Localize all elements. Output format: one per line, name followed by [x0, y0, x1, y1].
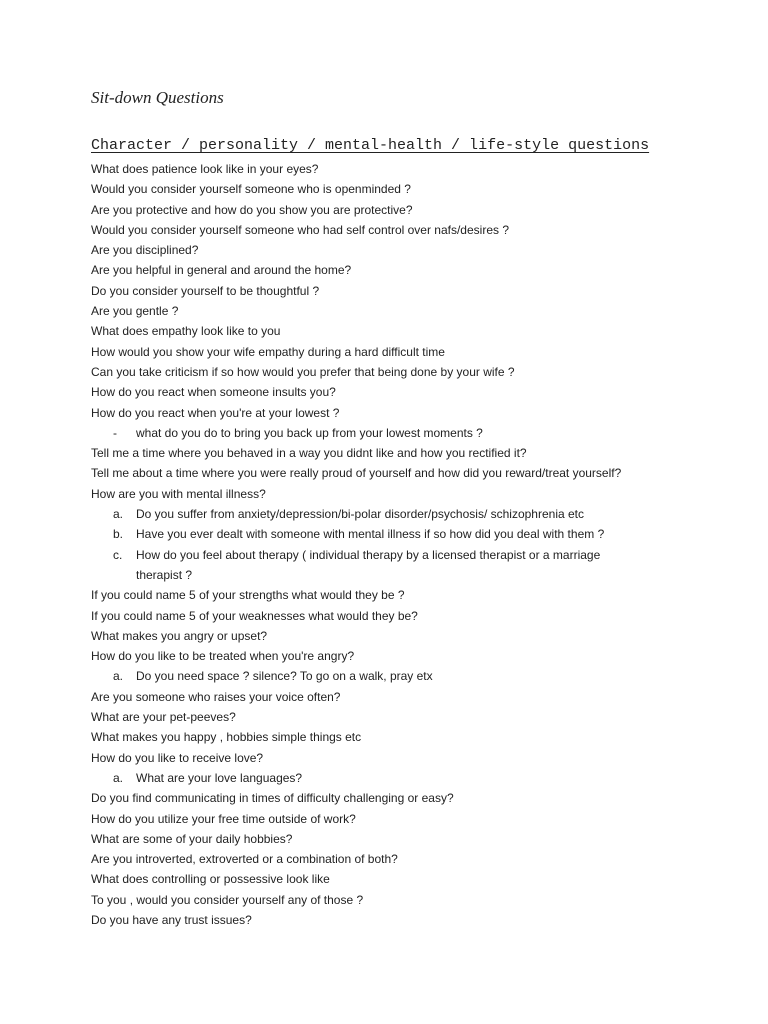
question-text: Are you protective and how do you show you are protective? [91, 202, 413, 217]
list-item [0, 565, 768, 585]
list-sub-item [0, 545, 768, 565]
list-item [0, 484, 768, 504]
question-text: If you could name 5 of your strengths what would they be ? [91, 588, 405, 603]
list-marker: - [113, 425, 117, 440]
question-text: How do you like to receive love? [91, 750, 264, 765]
list-sub-item [0, 423, 768, 443]
question-text: What are your pet-peeves? [91, 710, 236, 725]
list-sub-item [0, 524, 768, 544]
question-text: What are some of your daily hobbies? [91, 831, 293, 846]
question-text: What are your love languages? [136, 770, 303, 785]
list-item [0, 646, 768, 666]
list-marker: a. [113, 770, 124, 785]
list-item [0, 606, 768, 626]
list-item [0, 687, 768, 707]
question-text: Tell me about a time where you were really proud of yourself and how did you reward/treat yourself? [91, 466, 622, 481]
list-item [0, 463, 768, 483]
question-text: Do you suffer from anxiety/depression/bi-polar disorder/psychosis/ schizophrenia etc [136, 507, 584, 522]
question-text: What does empathy look like to you [91, 324, 281, 339]
list-item [0, 910, 768, 930]
question-text: What makes you angry or upset? [91, 628, 268, 643]
question-text: Do you consider yourself to be thoughtful ? [91, 283, 320, 298]
list-item [0, 342, 768, 362]
list-item [0, 281, 768, 301]
list-sub-item [0, 504, 768, 524]
list-item [0, 240, 768, 260]
list-item [0, 748, 768, 768]
question-text: How do you utilize your free time outside of work? [91, 811, 356, 826]
list-item [0, 585, 768, 605]
question-text: What does controlling or possessive look like [91, 872, 330, 887]
list-item [0, 869, 768, 889]
document-title: Sit-down Questions [91, 88, 224, 107]
list-item [0, 707, 768, 727]
list-sub-item [0, 768, 768, 788]
list-item [0, 321, 768, 341]
question-text: Do you have any trust issues? [91, 912, 252, 927]
list-item [0, 403, 768, 423]
list-item [0, 159, 768, 179]
question-text: what do you do to bring you back up from your lowest moments ? [136, 425, 483, 440]
list-item [0, 382, 768, 402]
list-item [0, 626, 768, 646]
list-item [0, 809, 768, 829]
list-item [0, 220, 768, 240]
list-item [0, 179, 768, 199]
question-text: How do you like to be treated when you're angry? [91, 649, 355, 664]
list-item [0, 200, 768, 220]
list-item [0, 788, 768, 808]
question-text: If you could name 5 of your weaknesses what would they be? [91, 608, 418, 623]
list-marker: a. [113, 507, 124, 522]
list-sub-item [0, 666, 768, 686]
question-text: How are you with mental illness? [91, 486, 266, 501]
question-text: Are you gentle ? [91, 304, 179, 319]
list-item [0, 362, 768, 382]
question-text: Do you find communicating in times of difficulty challenging or easy? [91, 791, 454, 806]
list-marker: a. [113, 669, 124, 684]
question-text: How would you show your wife empathy during a hard difficult time [91, 344, 445, 359]
question-text: How do you feel about therapy ( individual therapy by a licensed therapist or a marriage [136, 547, 601, 562]
question-text: Tell me a time where you behaved in a way you didnt like and how you rectified it? [91, 446, 527, 461]
list-item [0, 727, 768, 747]
list-item [0, 890, 768, 910]
question-text: therapist ? [136, 567, 193, 582]
question-text: Can you take criticism if so how would you prefer that being done by your wife ? [91, 364, 515, 379]
list-marker: b. [113, 527, 124, 542]
question-text: Are you helpful in general and around the home? [91, 263, 352, 278]
question-list [0, 159, 768, 930]
list-item [0, 829, 768, 849]
question-text: How do you react when someone insults you? [91, 385, 336, 400]
question-text: Are you someone who raises your voice often? [91, 689, 341, 704]
question-text: Have you ever dealt with someone with mental illness if so how did you deal with them ? [136, 527, 605, 542]
question-text: Would you consider yourself someone who is openminded ? [91, 182, 411, 197]
list-marker: c. [113, 547, 123, 562]
question-text: Do you need space ? silence? To go on a walk, pray etx [136, 669, 433, 684]
question-text: To you , would you consider yourself any of those ? [91, 892, 364, 907]
question-text: Would you consider yourself someone who had self control over nafs/desires ? [91, 222, 510, 237]
list-item [0, 301, 768, 321]
list-item [0, 849, 768, 869]
question-text: What does patience look like in your eyes? [91, 162, 319, 176]
list-item [0, 443, 768, 463]
section-heading: Character / personality / mental-health / life-style questions [91, 137, 650, 154]
list-item [0, 260, 768, 280]
question-text: Are you introverted, extroverted or a combination of both? [91, 852, 398, 867]
question-text: Are you disciplined? [91, 243, 199, 258]
question-text: How do you react when you're at your lowest ? [91, 405, 340, 420]
question-text: What makes you happy , hobbies simple things etc [91, 730, 362, 745]
